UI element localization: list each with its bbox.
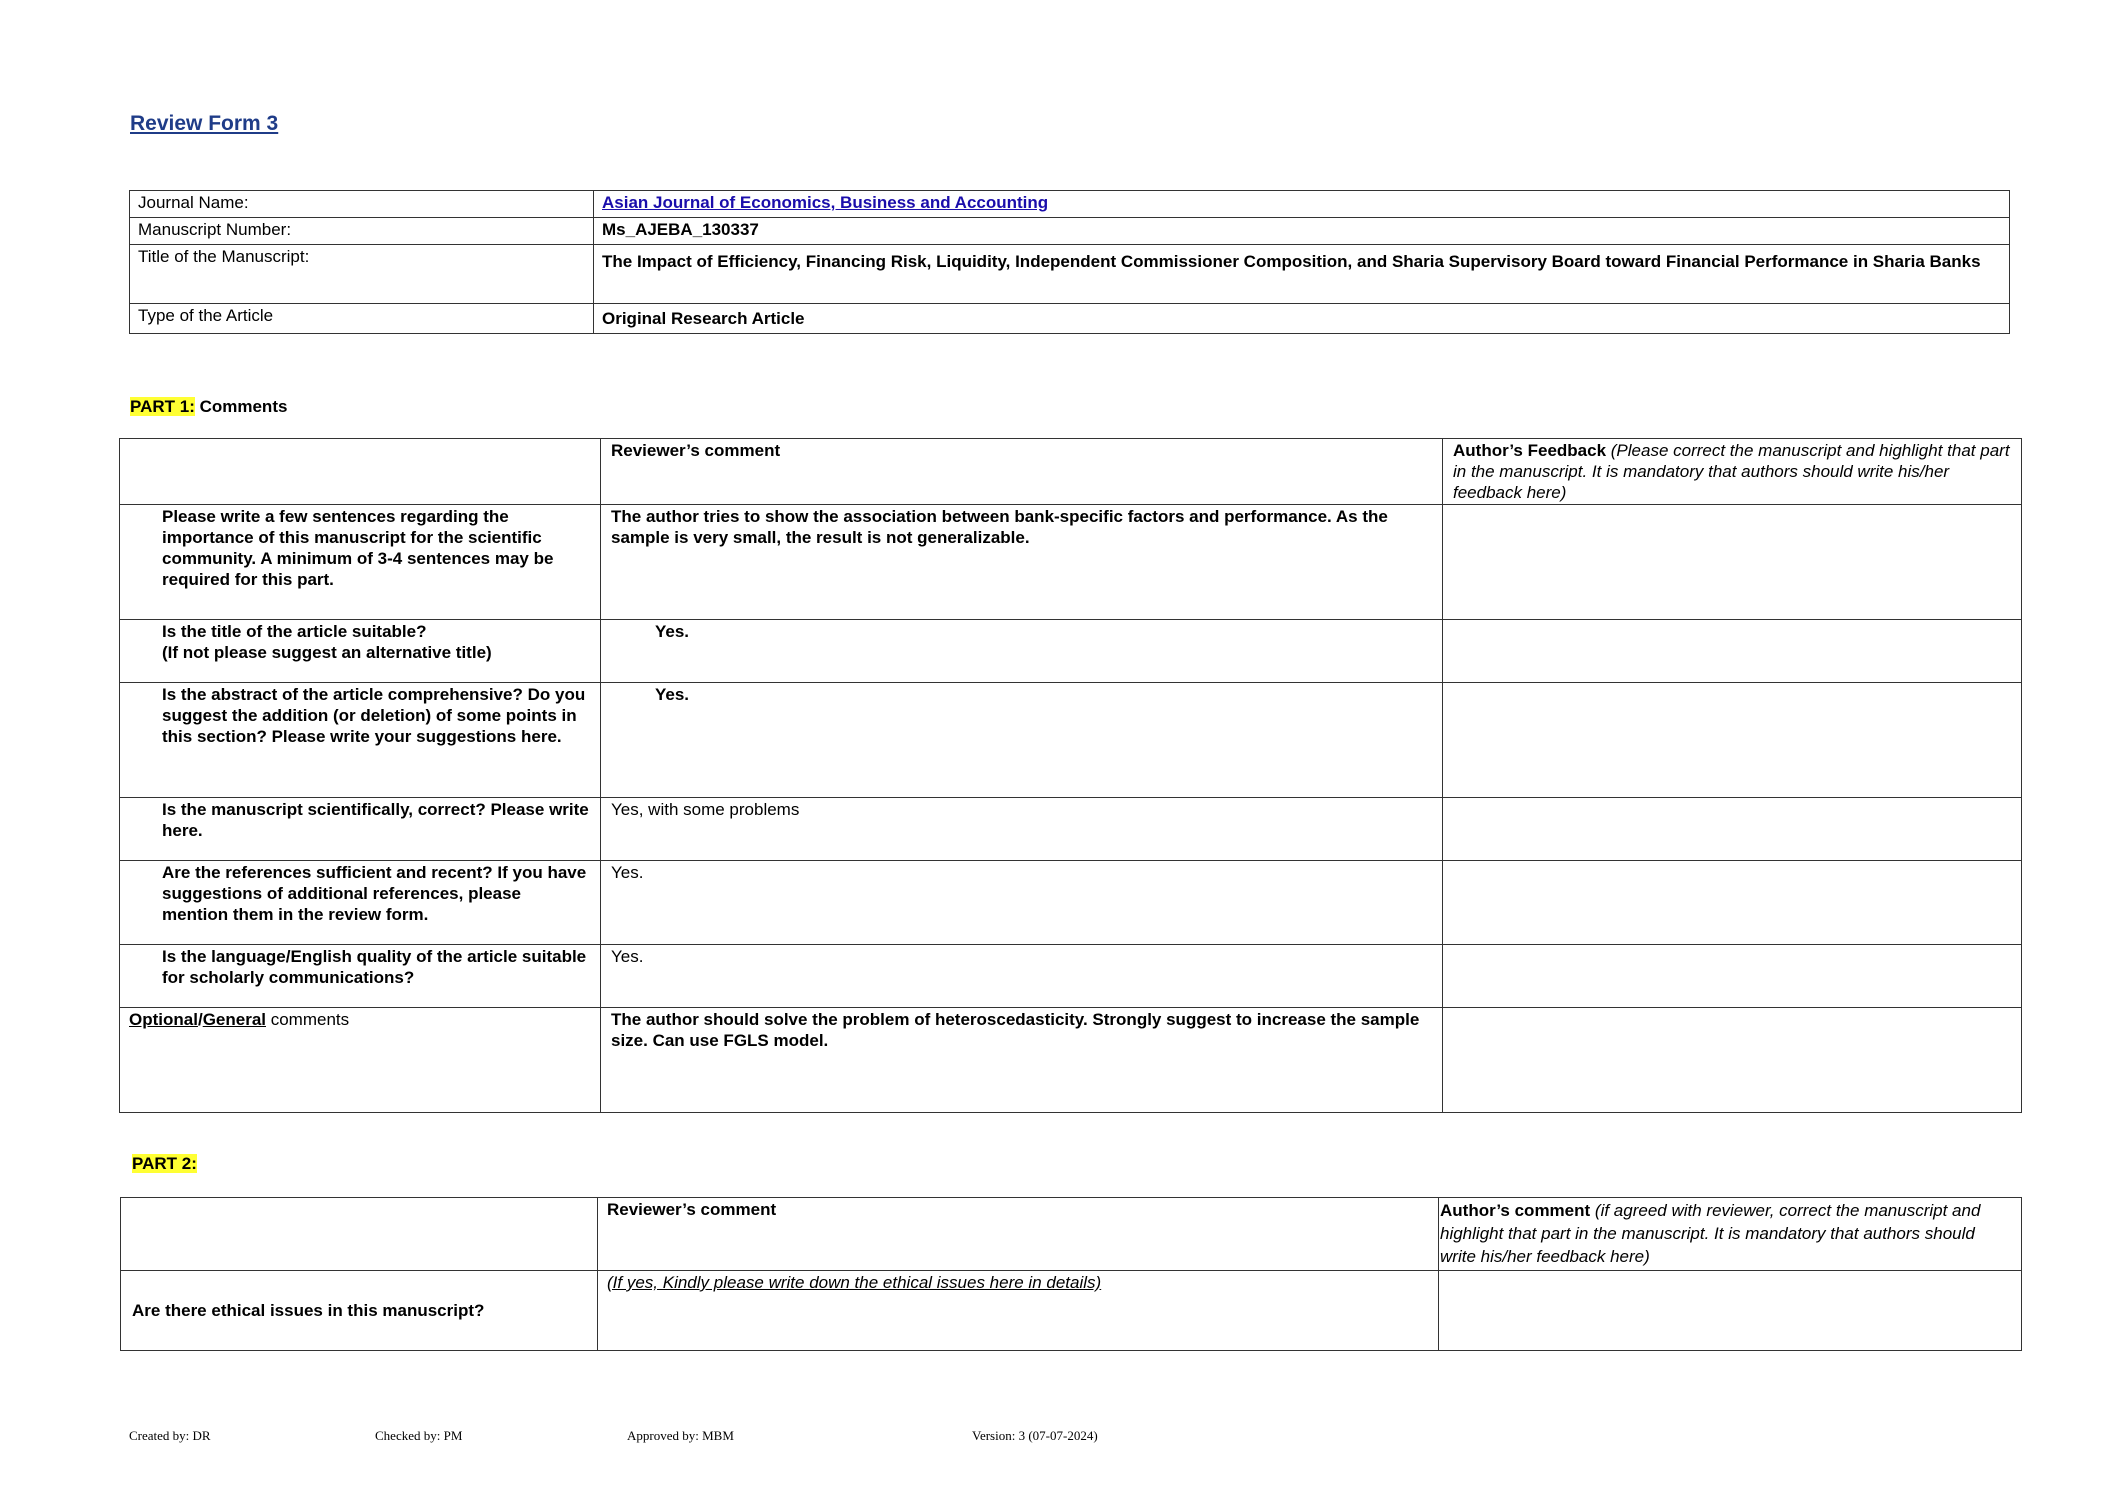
part2-header-blank (121, 1198, 598, 1271)
article-type-value: Original Research Article (594, 304, 2010, 334)
part1-author-note: (Please correct the manuscript and highlight that part in the manuscript. It is mandatory that authors should write his/her feedback here) (1453, 441, 2010, 502)
part1-heading (130, 397, 287, 417)
part2-heading (132, 1154, 197, 1174)
footer-checked: Checked by: PM (375, 1428, 463, 1443)
optional-comments-label (120, 1008, 601, 1113)
journal-label: Journal Name: (130, 191, 594, 218)
question-language: Is the language/English quality of the article suitable for scholarly communications? (120, 945, 601, 1008)
part1-header-blank (120, 439, 601, 505)
manuscript-number-value: Ms_AJEBA_130337 (594, 218, 2010, 245)
part1-header-reviewer: Reviewer’s comment (601, 439, 1443, 505)
table-row (120, 683, 2022, 798)
answer-title-cell (601, 620, 1443, 683)
optional-label-sep: / (197, 1010, 203, 1029)
answer-abstract: Yes. (655, 685, 690, 704)
table-row (120, 1008, 2022, 1113)
table-row (120, 798, 2022, 861)
feedback-cell[interactable] (1443, 505, 2022, 620)
question-title-line1: Is the title of the article suitable? (162, 622, 427, 641)
part1-header-author (1443, 439, 2022, 505)
manuscript-title-value: The Impact of Efficiency, Financing Risk, Liquidity, Independent Commissioner Composition, and Sharia Supervisory Board toward Financial Performance in Sharia Banks (594, 245, 2010, 304)
question-ethical: Are there ethical issues in this manuscript? (121, 1271, 598, 1351)
footer-version: Version: 3 (07-07-2024) (972, 1428, 1098, 1443)
answer-scientific: Yes, with some problems (601, 798, 1443, 861)
part2-author-note: (if agreed with reviewer, correct the manuscript and highlight that part in the manuscript. It is mandatory that authors should write his/her feedback here) (1440, 1201, 1981, 1266)
part2-header-reviewer: Reviewer’s comment (598, 1198, 1439, 1271)
question-title (120, 620, 601, 683)
optional-label-b: General (202, 1010, 266, 1029)
part2-author-title: Author’s comment (1440, 1201, 1591, 1220)
question-scientific: Is the manuscript scientifically, correct? Please write here. (120, 798, 601, 861)
journal-link[interactable]: Asian Journal of Economics, Business and Accounting (602, 193, 1049, 212)
feedback-cell[interactable] (1443, 861, 2022, 945)
footer-created: Created by: DR (129, 1428, 211, 1443)
manuscript-number-label: Manuscript Number: (130, 218, 594, 245)
manuscript-info-table (129, 190, 2010, 334)
question-abstract: Is the abstract of the article comprehensive? Do you suggest the addition (or deletion) of some points in this section? Please write your suggestions here. (120, 683, 601, 798)
part1-label: PART 1: (130, 397, 195, 416)
answer-ethical-hint: (If yes, Kindly please write down the ethical issues here in details) (598, 1271, 1439, 1351)
answer-optional: The author should solve the problem of heteroscedasticity. Strongly suggest to increase the sample size. Can use FGLS model. (601, 1008, 1443, 1113)
answer-references: Yes. (601, 861, 1443, 945)
manuscript-title-label: Title of the Manuscript: (130, 245, 594, 304)
part2-label: PART 2: (132, 1154, 197, 1173)
table-row (120, 861, 2022, 945)
journal-value (594, 191, 2010, 218)
optional-label-a: Optional (129, 1010, 198, 1029)
feedback-cell[interactable] (1443, 683, 2022, 798)
part2-header-author (1439, 1198, 2022, 1271)
feedback-cell[interactable] (1443, 1008, 2022, 1113)
answer-importance: The author tries to show the association between bank-specific factors and performance. As the sample is very small, the result is not generalizable. (601, 505, 1443, 620)
article-type-label: Type of the Article (130, 304, 594, 334)
part1-label-suffix: Comments (194, 397, 288, 416)
optional-label-rest: comments (266, 1010, 350, 1029)
part2-table (120, 1197, 2022, 1351)
form-title: Review Form 3 (130, 112, 279, 135)
answer-language: Yes. (601, 945, 1443, 1008)
table-row (120, 505, 2022, 620)
feedback-cell[interactable] (1443, 798, 2022, 861)
part1-table (119, 438, 2022, 1113)
part1-author-title: Author’s Feedback (1453, 441, 1607, 460)
answer-abstract-cell (601, 683, 1443, 798)
question-title-line2: (If not please suggest an alternative title) (162, 643, 492, 662)
footer-approved: Approved by: MBM (627, 1428, 734, 1443)
feedback-cell[interactable] (1443, 945, 2022, 1008)
table-row (120, 620, 2022, 683)
answer-title: Yes. (655, 622, 690, 641)
question-references: Are the references sufficient and recent? If you have suggestions of additional references, please mention them in the review form. (120, 861, 601, 945)
feedback-cell[interactable] (1443, 620, 2022, 683)
feedback-cell[interactable] (1439, 1271, 2022, 1351)
question-importance: Please write a few sentences regarding the importance of this manuscript for the scientific community. A minimum of 3-4 sentences may be required for this part. (120, 505, 601, 620)
table-row (120, 945, 2022, 1008)
table-row (121, 1271, 2022, 1351)
